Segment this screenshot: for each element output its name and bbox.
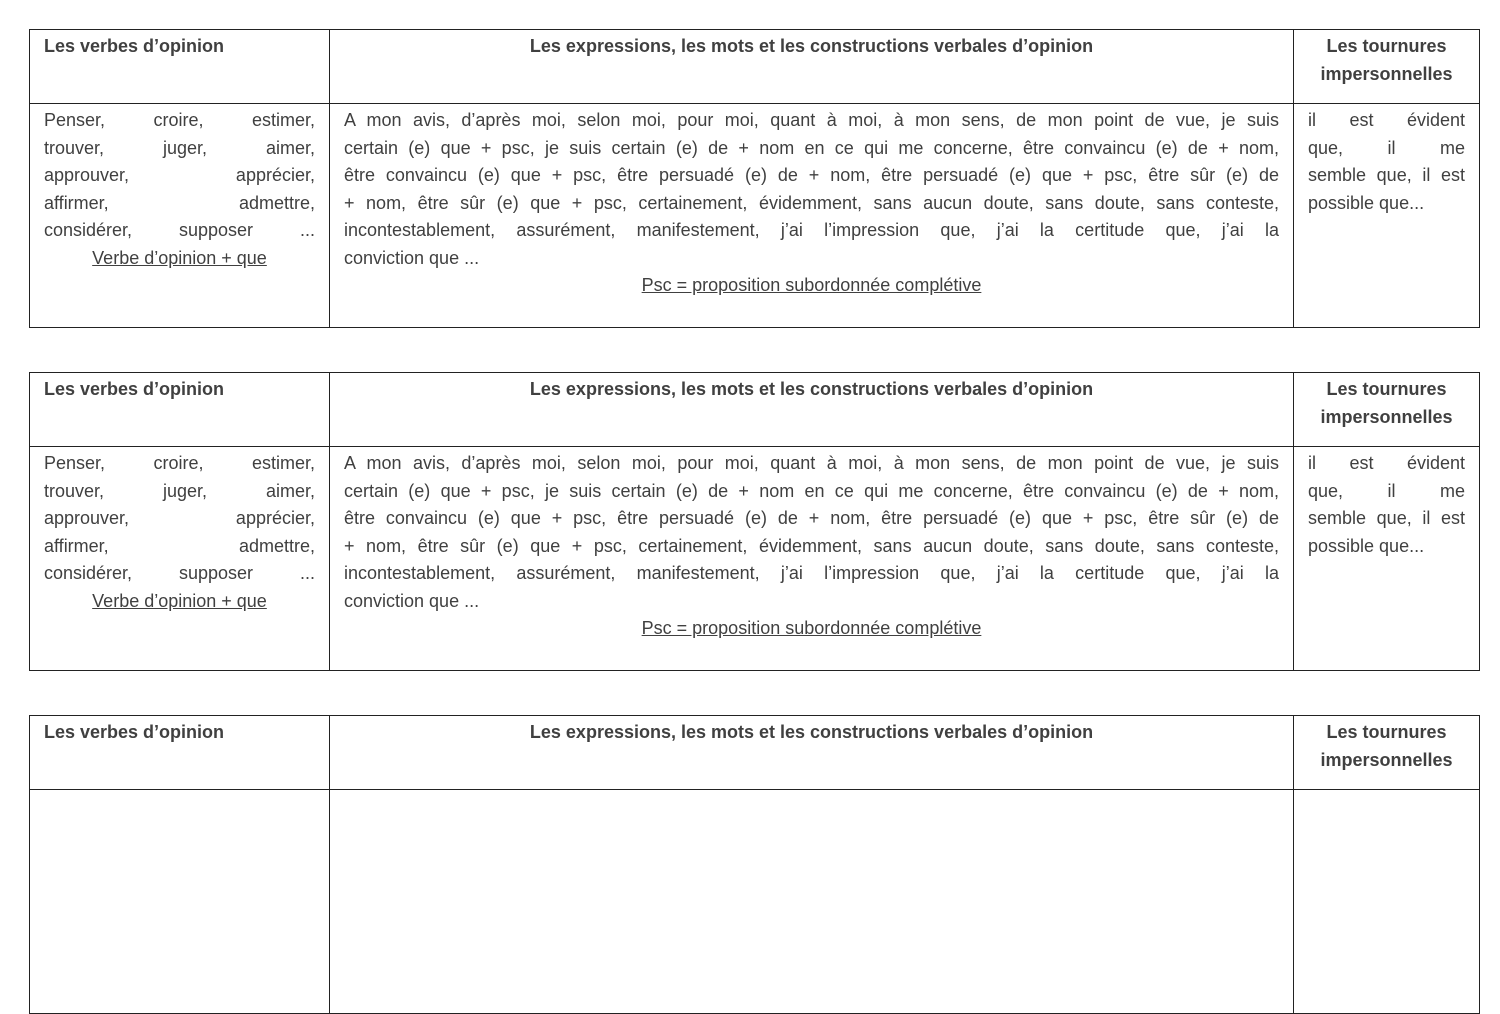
header-tournures: Les tournures impersonnelles — [1294, 373, 1480, 447]
expression-line: certain (e) que + psc, je suis certain (e) de + nom en ce qui me concerne, être convaincu (e) de + nom, — [344, 480, 1279, 501]
expression-line: incontestablement, assurément, manifestement, j’ai l’impression que, j’ai la certitude que, j’ai la — [344, 563, 1279, 583]
verbs-line: trouver, juger, aimer, — [44, 480, 315, 501]
tournure-line: semble que, il est — [1308, 165, 1465, 185]
expression-line: conviction que ... — [344, 590, 480, 611]
tournure-line: il est évident — [1308, 110, 1465, 130]
verbs-cell — [30, 790, 330, 1014]
expression-line: être convaincu (e) que + psc, être persuadé (e) de + nom, être persuadé (e) que + psc, être sûr (e) de — [344, 165, 1279, 185]
header-expressions: Les expressions, les mots et les constructions verbales d’opinion — [330, 373, 1294, 447]
expression-line: + nom, être sûr (e) que + psc, certainement, évidemment, sans aucun doute, sans doute, sans conteste, — [344, 535, 1279, 556]
verbs-line: affirmer, admettre, — [44, 192, 315, 213]
verbs-rule: Verbe d’opinion + que — [92, 590, 267, 611]
expression-line: incontestablement, assurément, manifestement, j’ai l’impression que, j’ai la certitude que, j’ai la — [344, 220, 1279, 240]
header-row — [30, 716, 1480, 790]
expression-line: conviction que ... — [344, 247, 480, 268]
header-row — [30, 30, 1480, 104]
expressions-cell — [330, 104, 1294, 328]
expression-line: + nom, être sûr (e) que + psc, certainement, évidemment, sans aucun doute, sans doute, sans conteste, — [344, 192, 1279, 213]
expressions-cell — [330, 790, 1294, 1014]
expression-line: certain (e) que + psc, je suis certain (e) de + nom en ce qui me concerne, être convaincu (e) de + nom, — [344, 137, 1279, 158]
verbs-line: considérer, supposer ... — [44, 563, 315, 583]
verbs-cell — [30, 447, 330, 671]
expressions-cell — [330, 447, 1294, 671]
tournure-line: semble que, il est — [1308, 508, 1465, 528]
content-row — [30, 104, 1480, 328]
verbs-line: approuver, apprécier, — [44, 165, 315, 185]
tournures-cell — [1294, 104, 1480, 328]
verbs-line: affirmer, admettre, — [44, 535, 315, 556]
tournure-line: possible que... — [1308, 535, 1425, 556]
tournure-line: il est évident — [1308, 453, 1465, 473]
verbs-line: considérer, supposer ... — [44, 220, 315, 240]
tournure-line: possible que... — [1308, 192, 1425, 213]
header-tournures: Les tournures impersonnelles — [1294, 716, 1480, 790]
tournure-line: que, il me — [1308, 137, 1465, 158]
psc-note: Psc = proposition subordonnée complétive — [641, 618, 982, 638]
expression-line: A mon avis, d’après moi, selon moi, pour moi, quant à moi, à mon sens, de mon point de vue, je suis — [344, 453, 1279, 473]
content-row — [30, 790, 1480, 1014]
verbs-line: Penser, croire, estimer, — [44, 110, 315, 130]
tournures-cell — [1294, 790, 1480, 1014]
header-expressions: Les expressions, les mots et les constructions verbales d’opinion — [330, 30, 1294, 104]
content-row — [30, 447, 1480, 671]
header-verbes: Les verbes d’opinion — [30, 373, 330, 447]
tournure-line: que, il me — [1308, 480, 1465, 501]
verbs-cell — [30, 104, 330, 328]
opinion-table — [29, 372, 1480, 671]
opinion-table — [29, 715, 1480, 1014]
psc-note: Psc = proposition subordonnée complétive — [641, 275, 982, 295]
verbs-line: trouver, juger, aimer, — [44, 137, 315, 158]
header-row — [30, 373, 1480, 447]
expression-line: être convaincu (e) que + psc, être persuadé (e) de + nom, être persuadé (e) que + psc, être sûr (e) de — [344, 508, 1279, 528]
opinion-table — [29, 29, 1480, 328]
tournures-cell — [1294, 447, 1480, 671]
expression-line: A mon avis, d’après moi, selon moi, pour moi, quant à moi, à mon sens, de mon point de vue, je suis — [344, 110, 1279, 130]
verbs-rule: Verbe d’opinion + que — [92, 247, 267, 268]
header-verbes: Les verbes d’opinion — [30, 716, 330, 790]
header-expressions: Les expressions, les mots et les constructions verbales d’opinion — [330, 716, 1294, 790]
verbs-line: approuver, apprécier, — [44, 508, 315, 528]
verbs-line: Penser, croire, estimer, — [44, 453, 315, 473]
header-tournures: Les tournures impersonnelles — [1294, 30, 1480, 104]
header-verbes: Les verbes d’opinion — [30, 30, 330, 104]
